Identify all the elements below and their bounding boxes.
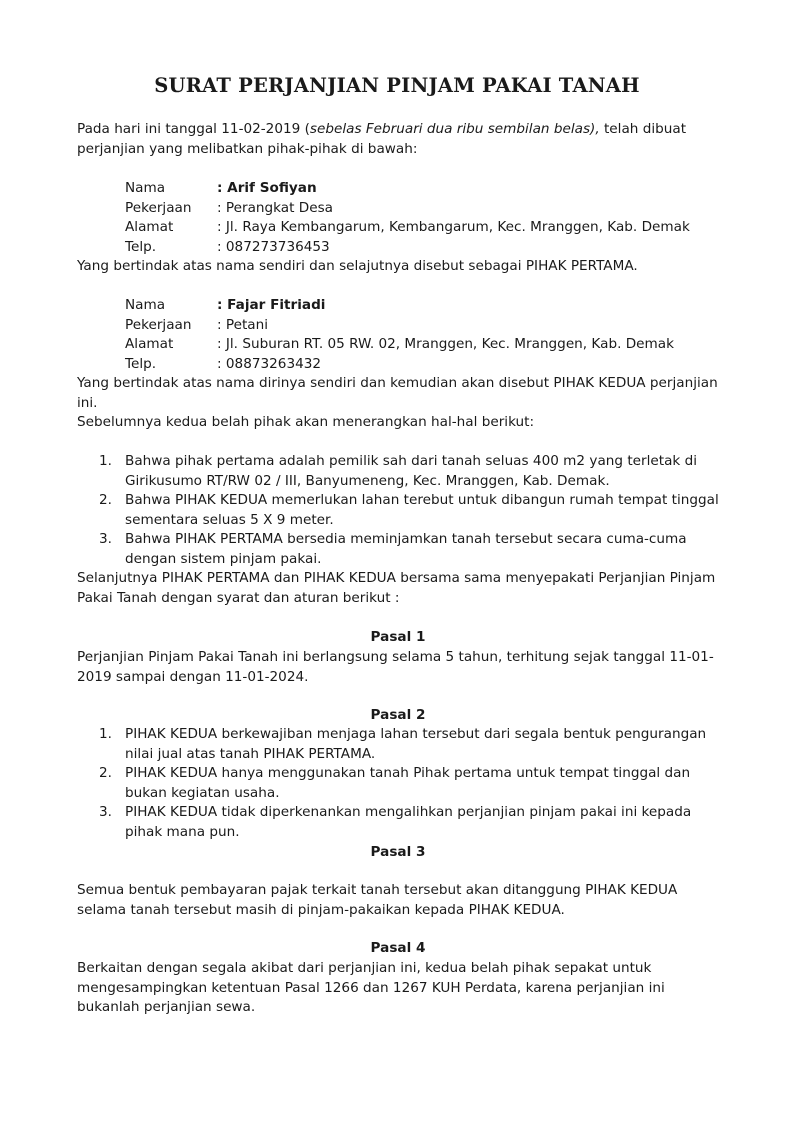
recital-text: Bahwa PIHAK KEDUA memerlukan lahan terebut untuk dibangun rumah tempat tinggal sementara seluas 5 X 9 meter.: [125, 492, 719, 528]
pasal2-text: PIHAK KEDUA tidak diperkenankan mengalihkan perjanjian pinjam pakai ini kepada pihak mana pun.: [125, 804, 692, 840]
pasal4-heading: Pasal 4: [370, 940, 426, 956]
recital-item: [77, 530, 719, 569]
recital-text: Bahwa pihak pertama adalah pemilik sah dari tanah seluas 400 m2 yang terletak di Girikusumo RT/RW 02 / III, Banyumeneng, Kec. Mranggen, Kab. Demak.: [125, 453, 698, 489]
party2-details: [125, 296, 719, 374]
pasal2-list: [77, 725, 719, 842]
document-title: SURAT PERJANJIAN PINJAM PAKAI TANAH: [154, 74, 640, 97]
intro-date-words: sebelas Februari dua ribu sembilan belas),: [309, 121, 600, 137]
recital-number: 1.: [99, 453, 112, 469]
pasal3-heading: Pasal 3: [370, 844, 426, 860]
pasal1-heading: Pasal 1: [370, 629, 426, 645]
recital-number: 3.: [99, 531, 112, 547]
party1-phone-label: Telp.: [125, 238, 157, 255]
recital-intro: Sebelumnya kedua belah pihak akan menerangkan hal-hal berikut:: [77, 414, 535, 430]
party2-address-label: Alamat: [125, 336, 174, 352]
party2-phone-label: Telp.: [125, 355, 157, 372]
party1-job-row: [125, 199, 719, 219]
recital-item: [77, 452, 719, 491]
party1-job-label: Pekerjaan: [125, 199, 192, 216]
pasal2-heading: Pasal 2: [370, 707, 426, 723]
party1-address-label: Alamat: [125, 219, 174, 235]
pasal2-item: [77, 725, 719, 764]
recitals-list: [77, 452, 719, 569]
pasal2-number: 3.: [99, 804, 112, 820]
party1-statement: Yang bertindak atas nama sendiri dan selajutnya disebut sebagai PIHAK PERTAMA.: [77, 258, 638, 274]
recital-text: Bahwa PIHAK PERTAMA bersedia meminjamkan tanah tersebut secara cuma-cuma dengan sistem pinjam pakai.: [125, 531, 687, 567]
party2-phone-value: : 08873263432: [217, 355, 322, 372]
party2-address-value: : Jl. Suburan RT. 05 RW. 02, Mranggen, Kec. Mranggen, Kab. Demak: [217, 336, 674, 352]
party2-name-label: Nama: [125, 297, 166, 313]
party1-phone-row: [125, 238, 719, 258]
pasal3-text: Semua bentuk pembayaran pajak terkait tanah tersebut akan ditanggung PIHAK KEDUA selama tanah tersebut masih di pinjam-pakaikan kepada PIHAK KEDUA.: [77, 882, 678, 918]
party1-name-row: [125, 179, 719, 199]
pasal1-text: Perjanjian Pinjam Pakai Tanah ini berlangsung selama 5 tahun, terhitung sejak tanggal 11-01-2019 sampai dengan 11-01-2024.: [77, 649, 714, 685]
party1-job-value: : Perangkat Desa: [217, 199, 333, 216]
pasal4-text: Berkaitan dengan segala akibat dari perjanjian ini, kedua belah pihak sepakat untuk mengesampingkan ketentuan Pasal 1266 dan 1267 KUH Perdata, karena perjanjian ini bukanlah perjanjian sewa.: [77, 960, 665, 1015]
party2-job-value: : Petani: [217, 316, 269, 333]
party2-job-label: Pekerjaan: [125, 316, 192, 333]
pasal2-item: [77, 764, 719, 803]
party2-name-row: [125, 296, 719, 316]
agreement-intro: Selanjutnya PIHAK PERTAMA dan PIHAK KEDUA bersama sama menyepakati Perjanjian Pinjam Pakai Tanah dengan syarat dan aturan berikut :: [77, 570, 716, 606]
party1-name-value: : Arif Sofiyan: [217, 180, 317, 196]
pasal2-item: [77, 803, 719, 842]
pasal2-number: 2.: [99, 765, 112, 781]
party2-statement: Yang bertindak atas nama dirinya sendiri dan kemudian akan disebut PIHAK KEDUA perjanjian ini.: [77, 375, 718, 411]
recital-item: [77, 491, 719, 530]
party2-name-value: : Fajar Fitriadi: [217, 297, 326, 313]
party2-phone-row: [125, 355, 719, 375]
pasal2-text: PIHAK KEDUA hanya menggunakan tanah Pihak pertama untuk tempat tinggal dan bukan kegiatan usaha.: [125, 765, 691, 801]
pasal2-text: PIHAK KEDUA berkewajiban menjaga lahan tersebut dari segala bentuk pengurangan nilai jual atas tanah PIHAK PERTAMA.: [125, 726, 707, 762]
pasal2-number: 1.: [99, 726, 112, 742]
party2-address-row: [125, 335, 719, 355]
intro-paragraph: [77, 120, 719, 159]
party1-address-row: [125, 218, 719, 238]
party2-job-row: [125, 316, 719, 336]
party1-name-label: Nama: [125, 180, 166, 196]
party1-details: [125, 179, 719, 257]
intro-post: telah dibuat perjanjian yang melibatkan pihak-pihak di bawah:: [77, 121, 687, 157]
intro-pre: Pada hari ini tanggal 11-02-2019 (: [77, 121, 310, 137]
recital-number: 2.: [99, 492, 112, 508]
party1-phone-value: : 087273736453: [217, 238, 330, 255]
party1-address-value: : Jl. Raya Kembangarum, Kembangarum, Kec. Mranggen, Kab. Demak: [217, 219, 690, 235]
